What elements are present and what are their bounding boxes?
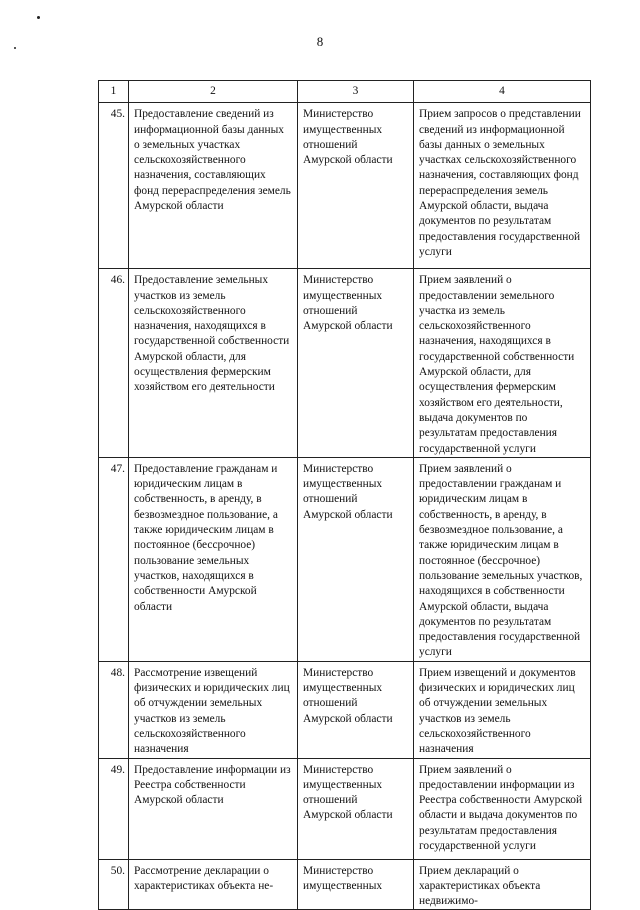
page-number: 8 [316, 34, 324, 49]
scan-speck [37, 16, 40, 19]
table-row [99, 758, 591, 859]
table-row [99, 457, 591, 661]
row-number: 47. [99, 457, 129, 661]
header-col-2: 2 [129, 81, 298, 103]
service-name: Предоставление гражданам и юридическим лицам в собственность, в аренду, в безвозмездное пользование, а также юридическим лицам в постоянное (бессрочное) пользование земельных участков, находящихся в собственности Амурской области [129, 457, 298, 661]
row-number: 46. [99, 269, 129, 458]
row-number: 45. [99, 103, 129, 269]
table-row [99, 269, 591, 458]
row-number: 49. [99, 758, 129, 859]
service-name: Предоставление информации из Реестра собственности Амурской области [129, 758, 298, 859]
procedure-text: Прием заявлений о предоставлении информации из Реестра собственности Амурской области и выдача документов по результатам предоставления государственной услуги [414, 758, 591, 859]
table-row [99, 859, 591, 910]
header-col-1: 1 [99, 81, 129, 103]
service-name: Предоставление сведений из информационной базы данных о земельных участках сельскохозяйственного назначения, составляющих фонд перераспределения земель Амурской области [129, 103, 298, 269]
authority-name: Министерство имущественных отношений Амурской области [298, 661, 414, 758]
table-row [99, 661, 591, 758]
service-name: Рассмотрение декларации о характеристиках объекта не- [129, 859, 298, 910]
row-number: 48. [99, 661, 129, 758]
row-number: 50. [99, 859, 129, 910]
header-col-4: 4 [414, 81, 591, 103]
authority-name: Министерство имущественных отношений Амурской области [298, 457, 414, 661]
authority-name: Министерство имущественных отношений Амурской области [298, 758, 414, 859]
header-col-3: 3 [298, 81, 414, 103]
procedure-text: Прием извещений и документов физических и юридических лиц об отчуждении земельных участков из земель сельскохозяйственного назначения [414, 661, 591, 758]
table-row [99, 103, 591, 269]
procedure-text: Прием заявлений о предоставлении земельного участка из земель сельскохозяйственного назначения, находящихся в государственной собственности Амурской области, для осуществления фермерским хозяйством его деятельности, выдача документов по результатам предоставления государственной услуги [414, 269, 591, 458]
services-table [98, 80, 591, 910]
service-name: Предоставление земельных участков из земель сельскохозяйственного назначения, находящихся в государственной собственности Амурской области, для осуществления фермерским хозяйством его деятельности [129, 269, 298, 458]
authority-name: Министерство имущественных отношений Амурской области [298, 103, 414, 269]
procedure-text: Прием заявлений о предоставлении гражданам и юридическим лицам в собственность, в аренду, в безвозмездное пользование, а также юридическим лицам в постоянное (бессрочное) пользование земельных участков, находящихся в собственности Амурской области, выдача документов по результатам предоставления государственной услуги [414, 457, 591, 661]
authority-name: Министерство имущественных отношений Амурской области [298, 269, 414, 458]
authority-name: Министерство имущественных [298, 859, 414, 910]
header-row [99, 81, 591, 103]
service-name: Рассмотрение извещений физических и юридических лиц об отчуждении земельных участков из земель сельскохозяйственного назначения [129, 661, 298, 758]
procedure-text: Прием запросов о представлении сведений из информационной базы данных о земельных участках сельскохозяйственного назначения, составляющих фонд перераспределения земель Амурской области, выдача документов по результатам предоставления государственной услуги [414, 103, 591, 269]
procedure-text: Прием деклараций о характеристиках объекта недвижимо- [414, 859, 591, 910]
